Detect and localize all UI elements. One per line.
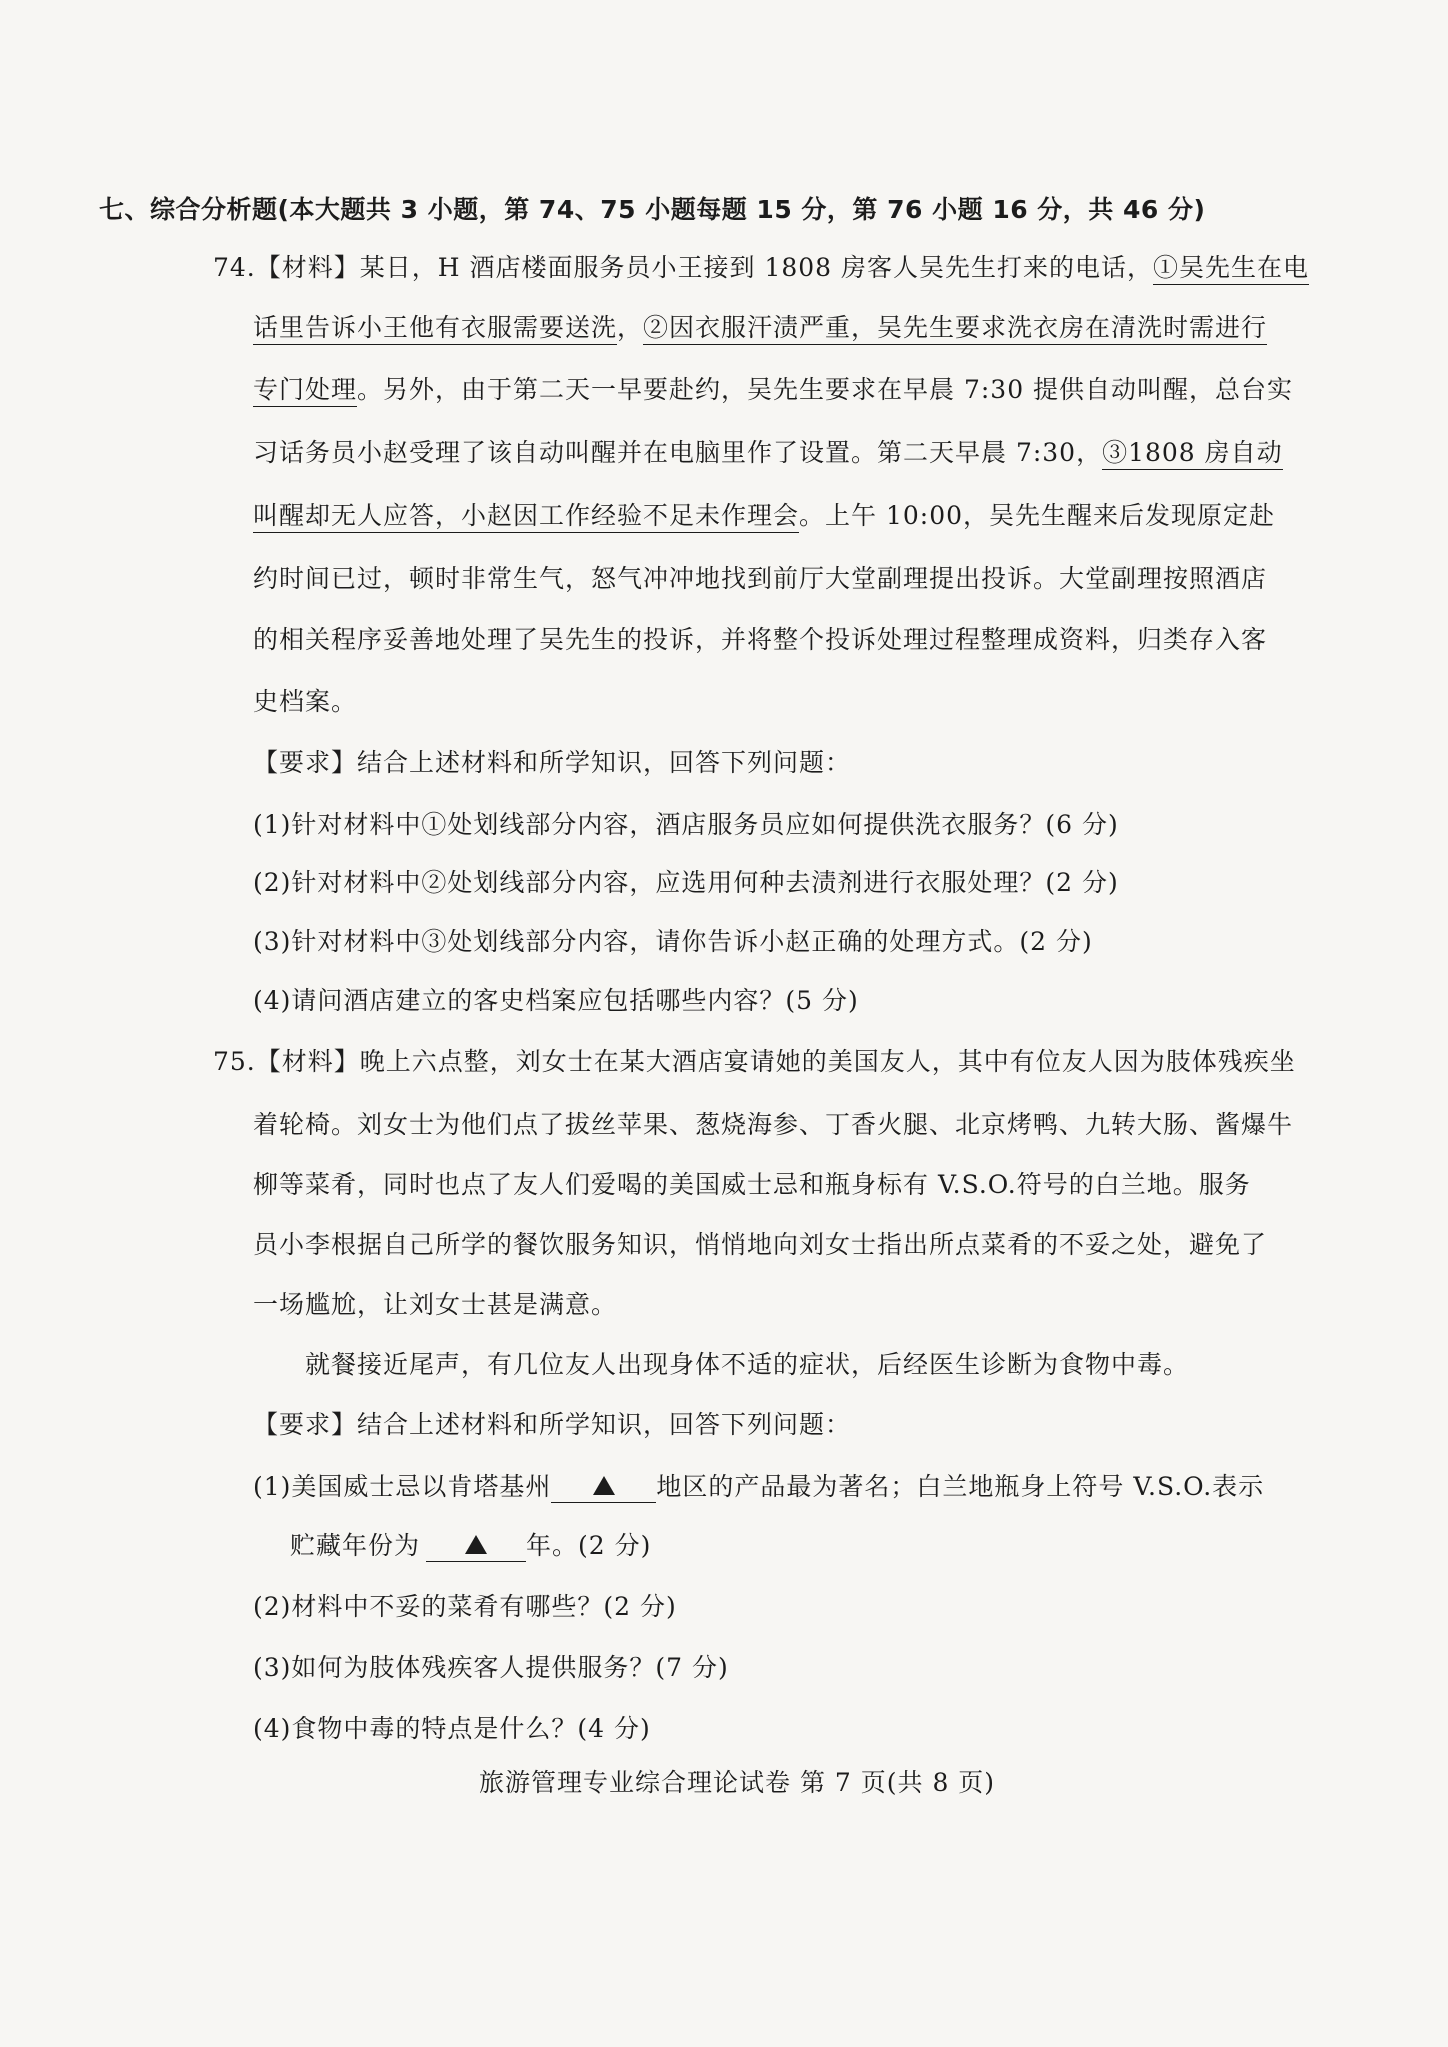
q74-text: 。上午 10:00，吴先生醒来后发现原定赴 bbox=[799, 501, 1276, 530]
q74-material-line-8: 史档案。 bbox=[253, 687, 358, 716]
answer-blank-2[interactable] bbox=[426, 1531, 526, 1562]
q75-material-line-1: 75.【材料】晚上六点整，刘女士在某大酒店宴请她的美国友人，其中有位友人因为肢体残疾坐 bbox=[213, 1047, 1296, 1076]
triangle-marker-icon bbox=[593, 1476, 615, 1495]
section-heading: 七、综合分析题(本大题共 3 小题，第 74、75 小题每题 15 分，第 76 小题 16 分，共 46 分) bbox=[99, 195, 1206, 224]
q74-material-line-6: 约时间已过，顿时非常生气，怒气冲冲地找到前厅大堂副理提出投诉。大堂副理按照酒店 bbox=[253, 564, 1268, 593]
q74-sub-question-3: (3)针对材料中③处划线部分内容，请你告诉小赵正确的处理方式。(2 分) bbox=[253, 927, 1093, 956]
q75-material-paragraph-2: 就餐接近尾声，有几位友人出现身体不适的症状，后经医生诊断为食物中毒。 bbox=[305, 1350, 1190, 1379]
q75-sub-question-1-line-2 bbox=[290, 1529, 651, 1563]
q74-material-line-2 bbox=[253, 311, 1267, 345]
underline-3: 叫醒却无人应答，小赵因工作经验不足未作理会 bbox=[253, 501, 799, 533]
q75-sub-question-1-line-1 bbox=[253, 1470, 1264, 1504]
q74-text: 。另外，由于第二天一早要赴约，吴先生要求在早晨 7:30 提供自动叫醒，总台实 bbox=[357, 375, 1294, 404]
q74-requirement: 【要求】结合上述材料和所学知识，回答下列问题： bbox=[253, 748, 852, 777]
underline-2: ②因衣服汗渍严重，吴先生要求洗衣房在清洗时需进行 bbox=[643, 313, 1267, 345]
q74-material-line-4 bbox=[253, 436, 1283, 470]
q75-text: 地区的产品最为著名；白兰地瓶身上符号 V.S.O.表示 bbox=[656, 1472, 1265, 1501]
q75-material-line-3: 柳等菜肴，同时也点了友人们爱喝的美国威士忌和瓶身标有 V.S.O.符号的白兰地。服务 bbox=[253, 1170, 1251, 1199]
q74-text: ， bbox=[617, 313, 644, 342]
q74-text: 74.【材料】某日，H 酒店楼面服务员小王接到 1808 房客人吴先生打来的电话， bbox=[213, 253, 1154, 282]
q74-material-line-5 bbox=[253, 499, 1275, 533]
q75-material-line-4: 员小李根据自己所学的餐饮服务知识，悄悄地向刘女士指出所点菜肴的不妥之处，避免了 bbox=[253, 1230, 1268, 1259]
page-footer: 旅游管理专业综合理论试卷 第 7 页(共 8 页) bbox=[479, 1768, 996, 1797]
q75-sub-question-3: (3)如何为肢体残疾客人提供服务？(7 分) bbox=[253, 1653, 729, 1682]
q74-text: 习话务员小赵受理了该自动叫醒并在电脑里作了设置。第二天早晨 7:30， bbox=[253, 438, 1103, 467]
q74-sub-question-1: (1)针对材料中①处划线部分内容，酒店服务员应如何提供洗衣服务？(6 分) bbox=[253, 810, 1119, 839]
q74-material-line-3 bbox=[253, 373, 1293, 407]
q74-sub-question-4: (4)请问酒店建立的客史档案应包括哪些内容？(5 分) bbox=[253, 986, 859, 1015]
q75-text: 贮藏年份为 bbox=[290, 1531, 421, 1560]
q74-sub-question-2: (2)针对材料中②处划线部分内容，应选用何种去渍剂进行衣服处理？(2 分) bbox=[253, 868, 1119, 897]
q74-material-line-1 bbox=[213, 251, 1309, 285]
q75-text: 年。(2 分) bbox=[526, 1531, 652, 1560]
underline-3: ③1808 房自动 bbox=[1102, 438, 1283, 470]
triangle-marker-icon bbox=[465, 1535, 487, 1554]
underline-1: ①吴先生在电 bbox=[1153, 253, 1309, 285]
q75-material-line-5: 一场尴尬，让刘女士甚是满意。 bbox=[253, 1290, 618, 1319]
q74-material-line-7: 的相关程序妥善地处理了吴先生的投诉，并将整个投诉处理过程整理成资料，归类存入客 bbox=[253, 625, 1268, 654]
underline-2: 专门处理 bbox=[253, 375, 357, 407]
underline-1: 话里告诉小王他有衣服需要送洗 bbox=[253, 313, 617, 345]
q75-requirement: 【要求】结合上述材料和所学知识，回答下列问题： bbox=[253, 1410, 852, 1439]
q75-material-line-2: 着轮椅。刘女士为他们点了拔丝苹果、葱烧海参、丁香火腿、北京烤鸭、九转大肠、酱爆牛 bbox=[253, 1110, 1294, 1139]
q75-sub-question-2: (2)材料中不妥的菜肴有哪些？(2 分) bbox=[253, 1592, 677, 1621]
q75-sub-question-4: (4)食物中毒的特点是什么？(4 分) bbox=[253, 1714, 651, 1743]
answer-blank-1[interactable] bbox=[551, 1472, 656, 1503]
q75-text: (1)美国威士忌以肯塔基州 bbox=[253, 1472, 552, 1501]
